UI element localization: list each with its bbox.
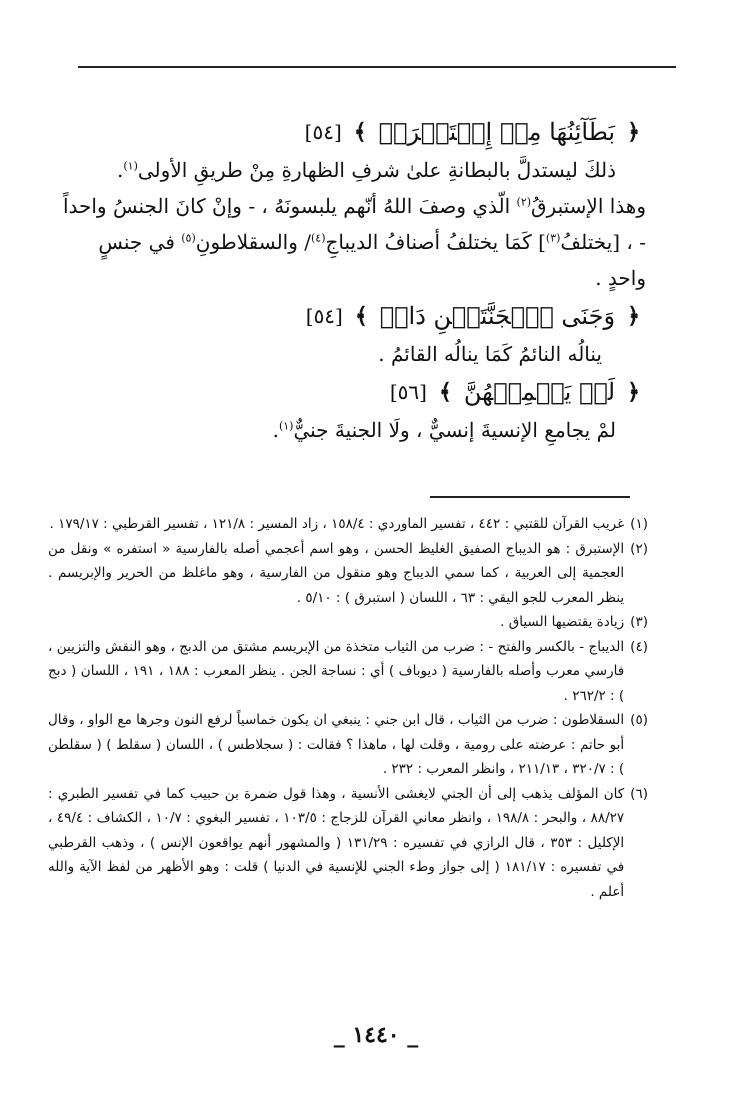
verse-close-brace: ﴾	[438, 379, 452, 405]
footnote-marker: (٢)	[516, 195, 532, 209]
verse-ref: [٥٤]	[305, 304, 343, 328]
paragraph-3	[58, 336, 646, 372]
footnote	[48, 610, 648, 635]
verse-text: بَطَآئِنُهَا مِنۡ إِسۡتَبۡرَقٖ	[378, 118, 616, 146]
text-span: ] كَمَا يختلفُ أصنافُ الديباجِ	[325, 230, 546, 254]
footnote-marker: (١)	[278, 419, 294, 433]
footnote	[48, 782, 648, 905]
footnotes	[48, 512, 648, 904]
page-number: _ ١٤٤٠ _	[333, 1022, 419, 1048]
text-span: الّذي وصفَ اللهُ أنّهم يلبسونَهُ ، - وإنْ كانَ الجنسُ واحداً - ، [يختلفُ	[62, 194, 646, 254]
footnote	[48, 512, 648, 537]
verse-close-brace: ﴾	[353, 119, 367, 145]
footnote-marker: (٥)	[181, 231, 196, 245]
verse-text: لَمۡ يَطۡمِثۡهُنَّ	[463, 378, 616, 406]
paragraph-1	[58, 152, 646, 188]
paragraph-4	[58, 412, 646, 448]
text-span: .	[117, 158, 124, 182]
top-rule	[78, 66, 676, 68]
footnote-marker: (٣)	[545, 231, 561, 245]
footnote	[48, 708, 648, 782]
text-span: ذلكَ ليستدلَّ بالبطانةِ علىٰ شرفِ الظهارةِ مِنْ طريقِ الأولى	[137, 158, 616, 182]
footnote	[48, 537, 648, 611]
paragraph-2	[58, 188, 646, 296]
footnote-text: الديباج - بالكسر والفتح - : ضرب من الثياب متخذة من الإبريسم مشتق من الدبج ، وهو النقش والتزيين ، فارسي معرب وأصله بالفارسية ( ديوباف ) أي : نساجة الجن . ينظر المعرب : ١٨٨ ، ١٩١ ، اللسان ( دبج ) : ٢٦٢/٢ .	[48, 638, 625, 704]
footnote-number: (٢)	[630, 540, 648, 557]
verse-open-brace: ﴿	[627, 379, 640, 405]
verse-ref: [٥٤]	[304, 120, 342, 144]
footnote	[48, 635, 648, 709]
verse-close-brace: ﴾	[354, 303, 368, 329]
footnote-text: غريب القرآن للقتبي : ٤٤٢ ، تفسير الماوردي : ١٥٨/٤ ، زاد المسير : ١٢١/٨ ، تفسير القرطبي : ١٧٩/١٧ .	[49, 516, 625, 532]
text-span: في جنسٍ واحدٍ .	[98, 230, 646, 290]
footnote-text: الإستبرق : هو الديباج الصفيق الغليظ الحسن ، وهو اسم أعجمي أصله بالفارسية « استفره » ونقل من العجمية إلى العربية ، كما سمي الديباج وهو منقول من الفارسية ، وهو ماغلظ من الحرير والإبريسم . ينظر المعرب للجو اليقي : ٦٣ ، اللسان ( استبرق ) : ٥/١٠ .	[48, 540, 625, 606]
footnote-text: السقلاطون : ضرب من الثياب ، قال ابن جني : ينبغي ان يكون خماسياً لرفع النون وجرها مع الواو ، وقال أبو حاتم : عرضته على رومية ، وقلت لها ، ماهذا ؟ فقالت : ( سجلاطس ) ، اللسان ( سقلط ) ( سقلطن ) : ٣٢٠/٧ ، ٢١١/١٣ ، وانظر المعرب : ٢٣٢ .	[48, 712, 625, 777]
text-span: / والسقلاطونِ	[195, 230, 311, 254]
verse-ref: [٥٦]	[389, 380, 427, 404]
verse-text: وَجَنَى ٱلۡجَنَّتَيۡنِ دَانٖ	[379, 302, 616, 330]
verse-heading	[58, 112, 640, 152]
footnote-number: (٣)	[630, 614, 648, 630]
footnote-separator	[430, 496, 630, 498]
main-text	[58, 112, 646, 448]
footnote-text: كان المؤلف يذهب إلى أن الجني لايغشى الأنسية ، وهذا قول ضمرة بن حبيب كما في تفسير الطبري : ٨٨/٢٧ ، والبحر : ١٩٨/٨ ، وانظر معاني القرآن للزجاج : ١٠٣/٥ ، تفسير البغوي : ١٠/٧ ، الكشاف : ٤٩/٤ ، الإكليل : ٣٥٣ ، قال الرازي في تفسيره : ١٣١/٢٩ ( والمشهور أنهم يواقعون الإنس ) ، وذهب القرطبي في تفسيره : ١٨١/١٧ ( إلى جواز وطء الجني للإنسية في الدنيا ) قلت : وهو الأظهر من لفظ الآية والله أعلم .	[48, 785, 625, 900]
footnote-marker: (٤)	[310, 231, 326, 245]
footnote-marker: (١)	[123, 159, 138, 173]
verse-open-brace: ﴿	[627, 119, 640, 145]
text-span: وهذا الإستبرقُ	[531, 194, 646, 218]
text-span: ينالُه النائمُ كَمَا ينالُه القائمُ .	[378, 342, 602, 366]
footnote-number: (٥)	[630, 712, 648, 728]
verse-heading	[58, 372, 640, 412]
verse-heading	[58, 296, 640, 336]
footnote-number: (١)	[630, 516, 648, 532]
footnote-number: (٦)	[630, 785, 648, 802]
verse-open-brace: ﴿	[627, 303, 640, 329]
text-span: لمْ يجامعِ الإنسيةَ إنسيٌّ ، ولَا الجنيةَ جنيٌّ	[293, 418, 616, 442]
footnote-number: (٤)	[630, 638, 648, 655]
footnote-text: زيادة يقتضيها السياق .	[500, 614, 625, 630]
text-span: .	[272, 418, 279, 442]
